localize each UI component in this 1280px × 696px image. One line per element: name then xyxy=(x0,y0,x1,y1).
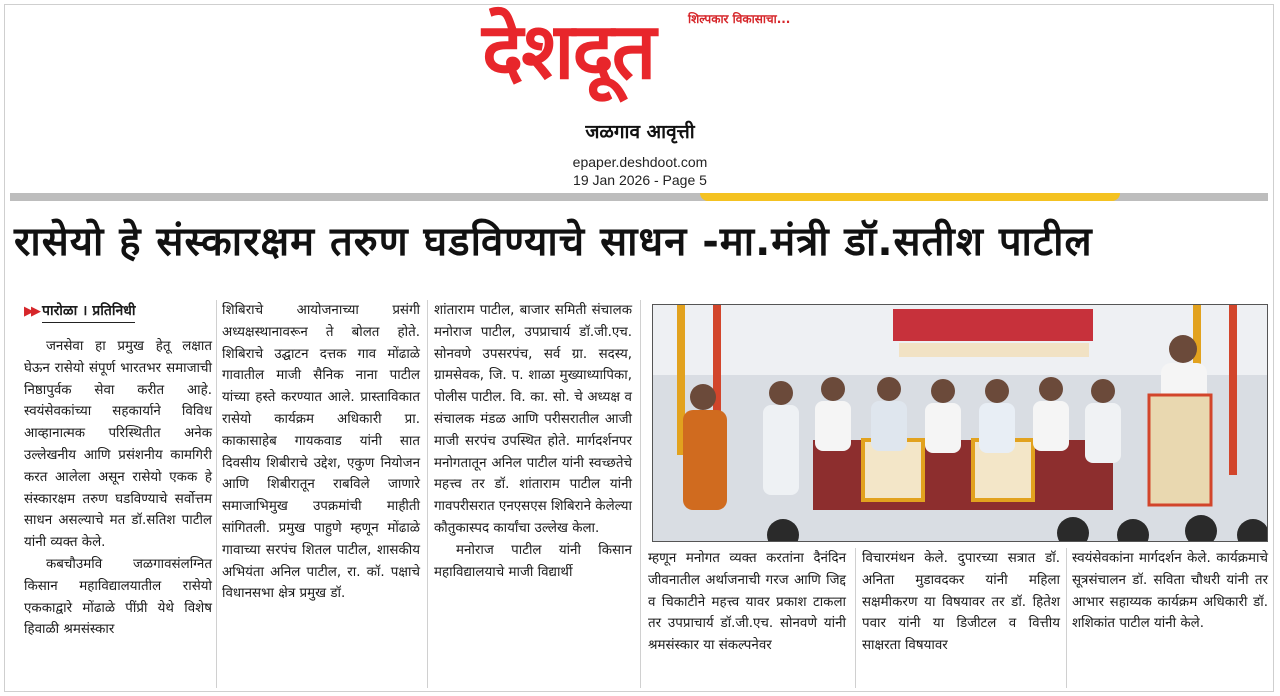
paragraph: स्वयंसेवकांना मार्गदर्शन केले. कार्यक्रमाचे सूत्रसंचालन डॉ. सविता चौधरी यांनी तर आभार सहाय्यक कार्यक्रम अधिकारी डॉ. शशिकांत पाटील यांनी केले. xyxy=(1072,551,1268,632)
newspaper-logo: देशदूत xyxy=(482,7,655,97)
double-chevron-icon: ▶▶ xyxy=(24,304,38,320)
article-column-5 xyxy=(862,548,1060,657)
paragraph: कबचौउमवि जळगावसंलग्नित किसान महाविद्यालयातील रासेयो एककाद्वारे मोंढाळे पींप्री येथे विशेष हिवाळी श्रमसंस्कार xyxy=(24,556,212,638)
article-column-3 xyxy=(434,300,632,583)
event-photo-illustration xyxy=(653,305,1268,542)
paragraph: म्हणून मनोगत व्यक्त करतांना दैनंदिन जीवनातील अर्थाजनाची गरज आणि जिद्द व चिकाटीने महत्त्व यावर प्रकाश टाकला तर उपप्राचार्य डॉ.जी.एच. सोनवणे यांनी श्रमसंस्कार या संकल्पनेवर xyxy=(648,551,846,654)
edition-label: जळगाव आवृत्ती xyxy=(585,121,695,143)
article-column-2 xyxy=(222,300,420,605)
column-divider xyxy=(216,300,217,688)
column-divider xyxy=(640,300,641,688)
paragraph: विचारमंथन केले. दुपारच्या सत्रात डॉ. अनिता मुडावदकर यांनी महिला सक्षमीकरण या विषयावर तर डॉ. हितेश पवार यांनी या डिजीटल व वित्तीय साक्षरता विषयावर xyxy=(862,551,1060,654)
column-divider xyxy=(427,300,428,688)
paragraph: जनसेवा हा प्रमुख हेतू लक्षात घेऊन रासेयो संपूर्ण भारतभर समाजाची निष्ठापुर्वक सेवा करीत आहे. स्वयंसेवकांच्या सहकार्याने विविध आव्हानात्मक परिस्थितीत अनेक उल्लेखनीय आणि प्रसंशनीय कामगिरी करत आलेला असून रासेयो एकक हे संस्कारक्षम तरुण घडविण्याचे सर्वोत्तम साधन असल्याचे मत डॉ.सतिश पाटील यांनी व्यक्त केले. xyxy=(24,339,212,551)
masthead-tagline: शिल्पकार विकासाचा... xyxy=(688,12,791,26)
paragraph: शिबिराचे आयोजनाच्या प्रसंगी अध्यक्षस्थानावरून ते बोलत होते. शिबिराचे उद्घाटन दत्तक गाव मोंढाळे गावातील माजी सैनिक नाना पाटील यांच्या हस्ते करण्यात आले. प्रास्ताविकात रासेयो कार्यक्रम अधिकारी प्रा. काकासाहेब गायकवाड यांनी सात दिवसीय शिबीराचे उद्देश, एकुण नियोजन आणि शिबीरातून राबविले जाणारे समाजाभिमुख उपक्रमांची माहीती सांगितली. प्रमुख पाहुणे म्हणून मोंढाळे गावाच्या सरपंच शितल पाटील, शासकीय अभियंता अनिल पाटील, रा. कॉ. पक्षाचे विधानसभा क्षेत्र प्रमुख डॉ. xyxy=(222,303,420,602)
dateline xyxy=(24,300,212,324)
epaper-url[interactable]: epaper.deshdoot.com xyxy=(572,154,708,170)
article-column-4 xyxy=(648,548,846,657)
news-photo xyxy=(652,304,1268,542)
paragraph: मनोराज पाटील यांनी किसान महाविद्यालयाचे माजी विद्यार्थी xyxy=(434,542,632,580)
article-column-1 xyxy=(24,300,212,641)
date-page-label: 19 Jan 2026 - Page 5 xyxy=(573,172,707,188)
article-column-6 xyxy=(1072,548,1268,635)
dateline-text: पारोळा । प्रतिनिधी xyxy=(42,301,135,324)
header-accent-curve xyxy=(700,193,1120,201)
column-divider xyxy=(855,548,856,688)
article-headline: रासेयो हे संस्कारक्षम तरुण घडविण्याचे साधन -मा.मंत्री डॉ.सतीश पाटील xyxy=(14,219,1093,265)
masthead xyxy=(0,0,1280,195)
paragraph: शांताराम पाटील, बाजार समिती संचालक मनोराज पाटील, उपप्राचार्य डॉ.जी.एच. सोनवणे उपसरपंच, सर्व ग्रा. सदस्य, ग्रामसेवक, जि. प. शाळा मुख्याध्यापिका, पोलीस पाटील. वि. का. सो. चे अध्यक्ष व संचालक मंडळ आणि परीसरातील आजी माजी सरपंच उपस्थित होते. मार्गदर्शनपर मनोगतातून अनिल पाटील यांनी स्वच्छतेचे महत्त्व तर डॉ. शांताराम पाटील यांनी गावपरीसरात एनएसएस शिबिराने केलेल्या कौतुकास्पद कार्यांचा उल्लेख केला. xyxy=(434,303,632,536)
column-divider xyxy=(1066,548,1067,688)
